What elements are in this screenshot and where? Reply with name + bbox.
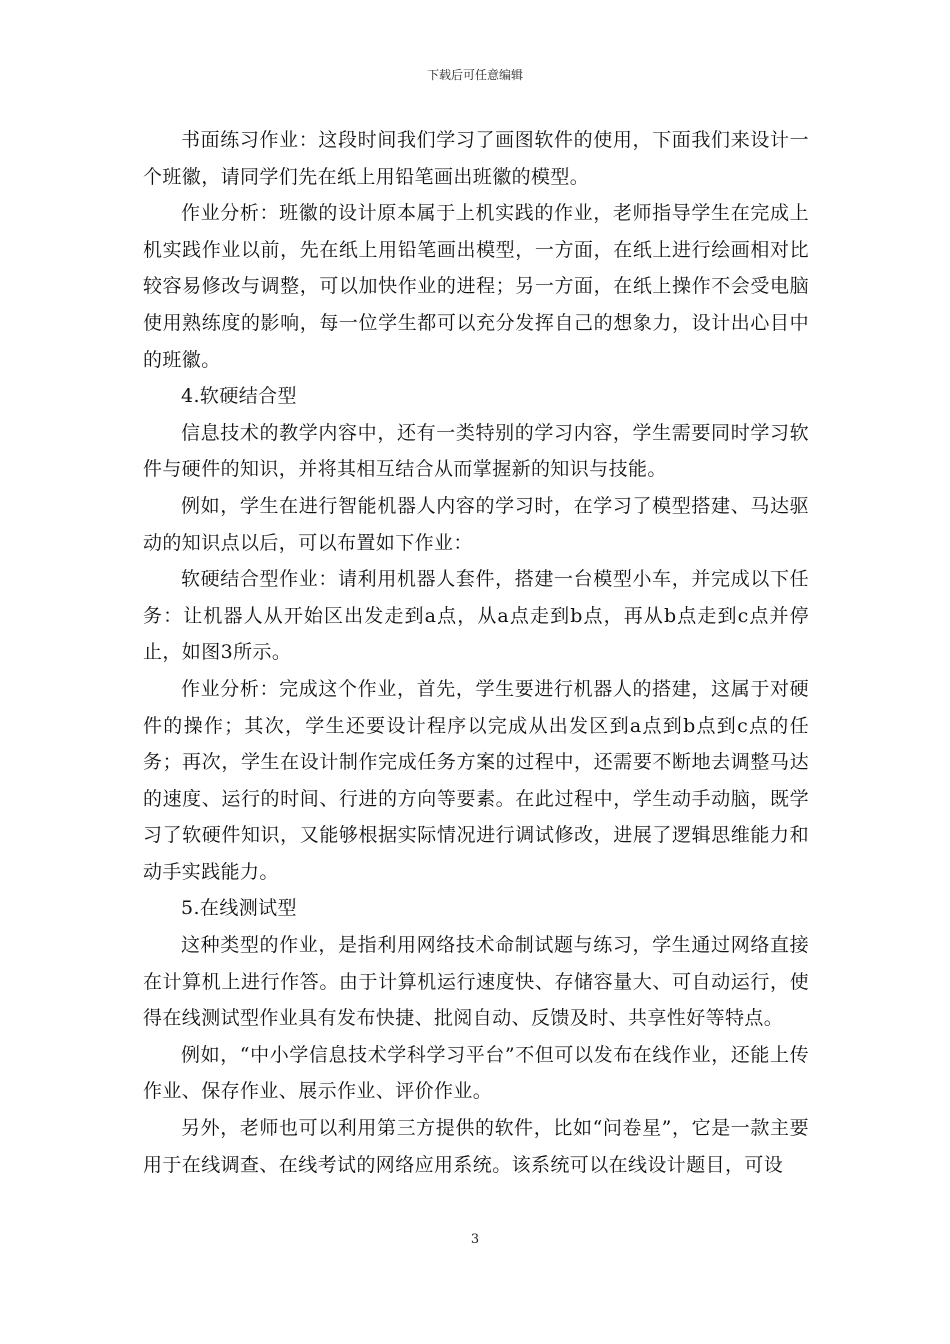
paragraph-robot-example: 例如，学生在进行智能机器人内容的学习时，在学习了模型搭建、马达驱动的知识点以后，可以布置如下作业： <box>143 494 809 554</box>
paragraph-robot-assignment: 软硬结合型作业：请利用机器人套件，搭建一台模型小车，并完成以下任务：让机器人从开始区出发走到a点，从a点走到b点，再从b点走到c点并停止，如图3所示。 <box>143 568 809 664</box>
paragraph-written-exercise: 书面练习作业：这段时间我们学习了画图软件的使用，下面我们来设计一个班徽，请同学们先在纸上用铅笔画出班徽的模型。 <box>143 129 809 188</box>
paragraph-platform-example: 例如，“中小学信息技术学科学习平台”不但可以发布在线作业，还能上传作业、保存作业、展示作业、评价作业。 <box>143 1043 809 1103</box>
body-text <box>143 122 809 1183</box>
paragraph-third-party: 另外，老师也可以利用第三方提供的软件，比如“问卷星”，它是一款主要用于在线调查、在线考试的网络应用系统。该系统可以在线设计题目，可设 <box>143 1117 809 1176</box>
paragraph-intro-hardware-software: 信息技术的教学内容中，还有一类特别的学习内容，学生需要同时学习软件与硬件的知识，并将其相互结合从而掌握新的知识与技能。 <box>143 421 809 481</box>
paragraph-analysis-robot: 作业分析：完成这个作业，首先，学生要进行机器人的搭建，这属于对硬件的操作；其次，学生还要设计程序以完成从出发区到a点到b点到c点的任务；再次，学生在设计制作完成任务方案的过程中，还需要不断地去调整马达的速度、运行的时间、行进的方向等要素。在此过程中，学生动手动脑，既学习了软硬件知识，又能够根据实际情况进行调试修改，进展了逻辑思维能力和动手实践能力。 <box>143 677 809 883</box>
paragraph-analysis-badge: 作业分析：班徽的设计原本属于上机实践的作业，老师指导学生在完成上机实践作业以前，先在纸上用铅笔画出模型，一方面，在纸上进行绘画相对比较容易修改与调整，可以加快作业的进程；另一方面，在纸上操作不会受电脑使用熟练度的影响，每一位学生都可以充分发挥自己的想象力，设计出心目中的班徽。 <box>143 202 809 371</box>
section-heading-online-test: 5.在线测试型 <box>181 897 297 920</box>
paragraph-online-test-intro: 这种类型的作业，是指利用网络技术命制试题与练习，学生通过网络直接在计算机上进行作答。由于计算机运行速度快、存储容量大、可自动运行，使得在线测试型作业具有发布快捷、批阅自动、反馈及时、共享性好等特点。 <box>143 934 809 1030</box>
page-header: 下载后可任意编辑 <box>426 68 523 82</box>
section-heading-hardware-software: 4.软硬结合型 <box>181 385 297 408</box>
page-number: 3 <box>470 1232 480 1247</box>
